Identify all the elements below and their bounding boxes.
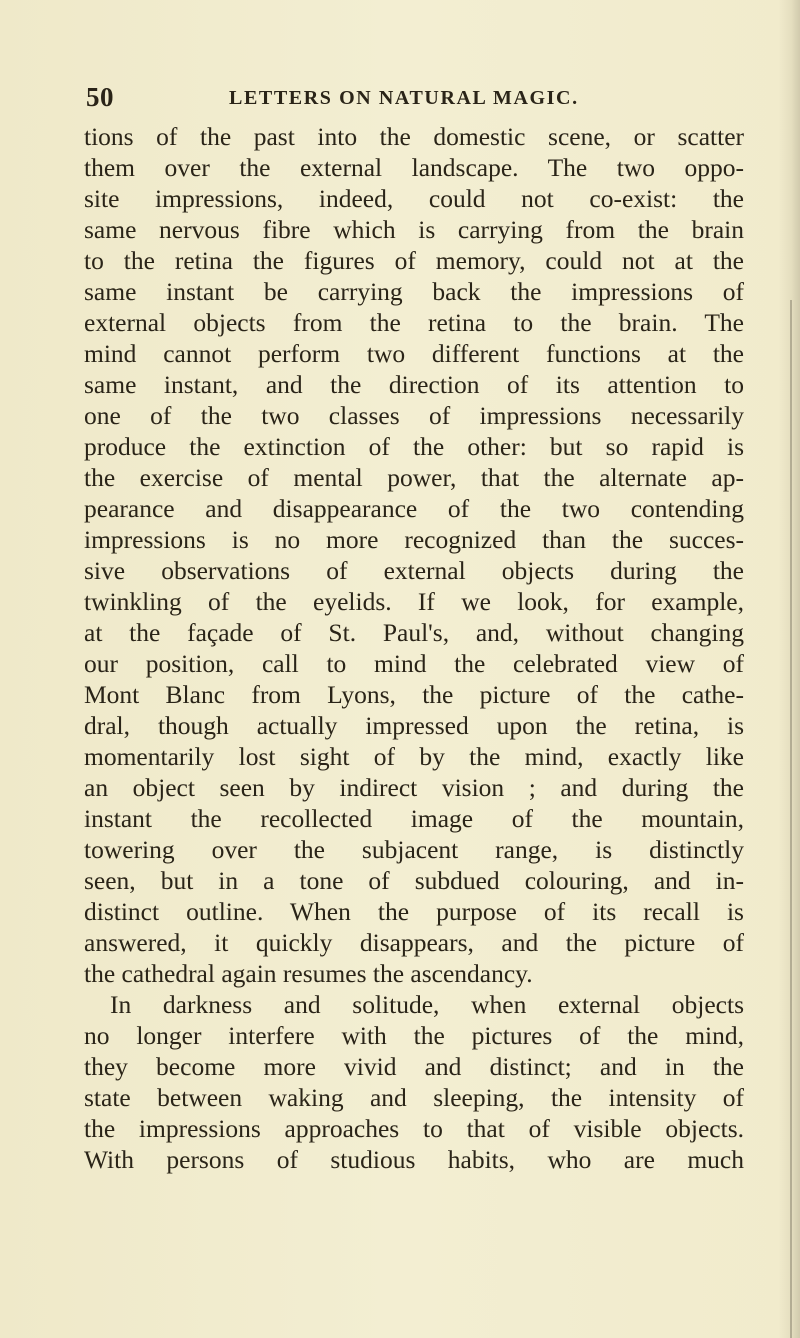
text-line: the cathedral again resumes the ascendancy. bbox=[84, 959, 533, 988]
text-line: sive observations of external objects during the bbox=[84, 556, 744, 585]
text-line: momentarily lost sight of by the mind, exactly like bbox=[84, 742, 744, 771]
text-line: one of the two classes of impressions necessarily bbox=[84, 401, 744, 430]
text-line: twinkling of the eyelids. If we look, for example, bbox=[84, 587, 744, 616]
text-line: distinct outline. When the purpose of its recall is bbox=[84, 897, 744, 926]
body-text bbox=[84, 121, 744, 1175]
text-line: no longer interfere with the pictures of the mind, bbox=[84, 1021, 744, 1050]
text-line: site impressions, indeed, could not co-exist: the bbox=[84, 184, 744, 213]
text-line: pearance and disappearance of the two contending bbox=[84, 494, 744, 523]
page-number: 50 bbox=[86, 82, 114, 112]
text-line: instant the recollected image of the mountain, bbox=[84, 804, 744, 833]
text-line: mind cannot perform two different functions at the bbox=[84, 339, 744, 368]
page-header bbox=[86, 82, 746, 112]
text-line: same instant, and the direction of its attention to bbox=[84, 370, 744, 399]
text-line: them over the external landscape. The two oppo- bbox=[84, 153, 744, 182]
text-line: the exercise of mental power, that the alternate ap- bbox=[84, 463, 744, 492]
text-line: same instant be carrying back the impressions of bbox=[84, 277, 744, 306]
page-edge-line bbox=[790, 300, 792, 1338]
text-line: they become more vivid and distinct; and in the bbox=[84, 1052, 744, 1081]
running-head: LETTERS ON NATURAL MAGIC. bbox=[229, 87, 579, 109]
paragraph-start-line: In darkness and solitude, when external objects bbox=[110, 990, 744, 1019]
text-line: Mont Blanc from Lyons, the picture of the cathe- bbox=[84, 680, 744, 709]
text-line: our position, call to mind the celebrated view of bbox=[84, 649, 744, 678]
text-line: an object seen by indirect vision ; and during the bbox=[84, 773, 744, 802]
text-line: With persons of studious habits, who are much bbox=[84, 1145, 744, 1174]
text-line: towering over the subjacent range, is distinctly bbox=[84, 835, 744, 864]
text-line: dral, though actually impressed upon the retina, is bbox=[84, 711, 744, 740]
text-line: to the retina the figures of memory, could not at the bbox=[84, 246, 744, 275]
text-line: the impressions approaches to that of visible objects. bbox=[84, 1114, 744, 1143]
text-line: seen, but in a tone of subdued colouring, and in- bbox=[84, 866, 744, 895]
text-line: same nervous fibre which is carrying from the brain bbox=[84, 215, 744, 244]
text-line: answered, it quickly disappears, and the picture of bbox=[84, 928, 744, 957]
text-line: state between waking and sleeping, the intensity of bbox=[84, 1083, 744, 1112]
text-line: impressions is no more recognized than the succes- bbox=[84, 525, 744, 554]
text-line: tions of the past into the domestic scene, or scatter bbox=[84, 122, 744, 151]
text-line: produce the extinction of the other: but so rapid is bbox=[84, 432, 744, 461]
text-line: at the façade of St. Paul's, and, without changing bbox=[84, 618, 744, 647]
page-edge-shadow bbox=[778, 0, 800, 1338]
text-line: external objects from the retina to the brain. The bbox=[84, 308, 744, 337]
